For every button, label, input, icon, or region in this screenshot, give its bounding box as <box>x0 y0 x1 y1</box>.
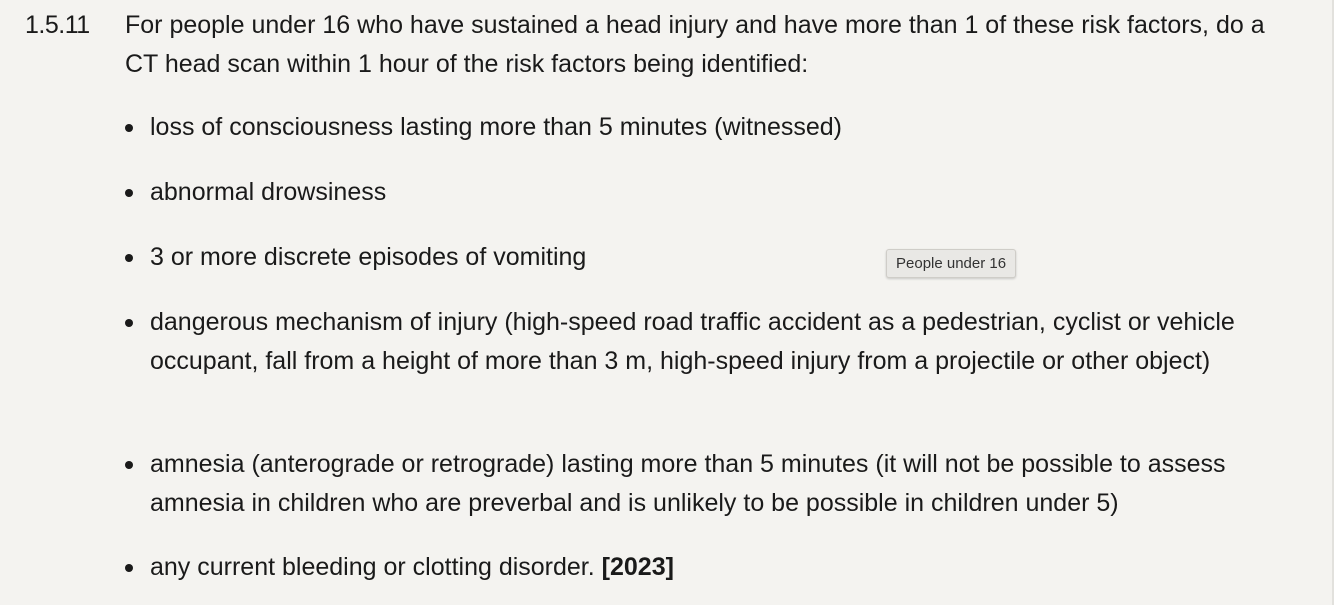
list-item <box>125 108 1295 147</box>
list-item-text: any current bleeding or clotting disorder. <box>150 553 595 581</box>
bullet-dot-icon <box>125 564 133 572</box>
list-item-text: dangerous mechanism of injury (high-speed road traffic accident as a pedestrian, cyclist or vehicle occupant, fall from a height of more than 3 m, high-speed injury from a projectile or other object) <box>150 308 1235 375</box>
bullet-dot-icon <box>125 461 133 469</box>
recommendation-body <box>125 6 1295 581</box>
list-item <box>125 238 1295 277</box>
recommendation-number: 1.5.11 <box>25 11 90 39</box>
year-tag: [2023] <box>601 553 674 581</box>
bullet-dot-icon <box>125 254 133 262</box>
list-item <box>125 173 1295 212</box>
list-item-text: abnormal drowsiness <box>150 178 387 206</box>
list-item <box>125 303 1295 381</box>
list-item-text-wrapper <box>150 548 1295 587</box>
glossary-tooltip: People under 16 <box>886 249 1016 278</box>
list-item <box>125 548 1295 587</box>
bullet-dot-icon <box>125 124 133 132</box>
bullet-dot-icon <box>125 319 133 327</box>
list-item-text: amnesia (anterograde or retrograde) lasting more than 5 minutes (it will not be possible to assess amnesia in children who are preverbal and is unlikely to be possible in children under 5) <box>150 450 1226 517</box>
list-item <box>125 445 1295 523</box>
list-item-text: loss of consciousness lasting more than 5 minutes (witnessed) <box>150 113 842 141</box>
list-item-text: 3 or more discrete episodes of vomiting <box>150 243 587 271</box>
recommendation-intro: For people under 16 who have sustained a head injury and have more than 1 of these risk factors, do a CT head scan within 1 hour of the risk factors being identified: <box>125 11 1265 78</box>
bullet-dot-icon <box>125 189 133 197</box>
